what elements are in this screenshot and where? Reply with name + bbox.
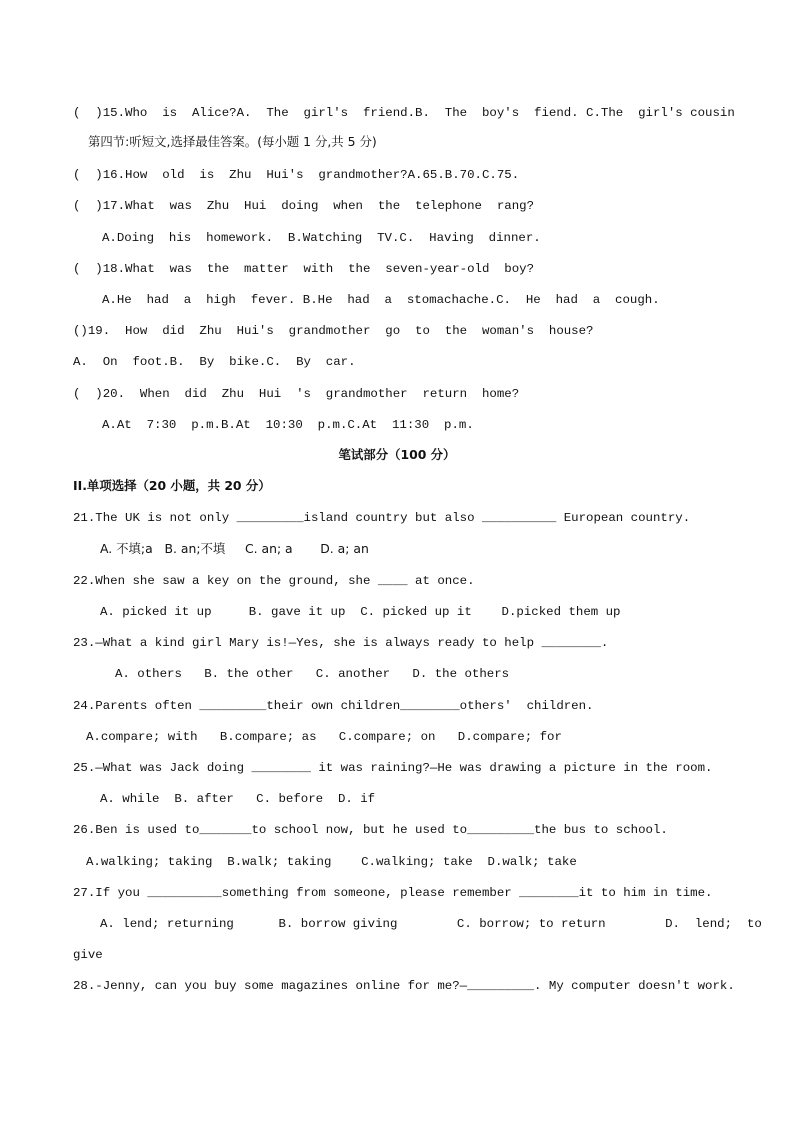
written-section-heading: 笔试部分（100 分） xyxy=(338,447,456,462)
question-19-options: A. On foot.B. By bike.C. By car. xyxy=(73,355,356,369)
question-19: ()19. How did Zhu Hui's grandmother go to the woman's house? xyxy=(73,324,594,338)
question-16: ( )16.How old is Zhu Hui's grandmother?A.65.B.70.C.75. xyxy=(73,168,520,182)
question-22-options: A. picked it up B. gave it up C. picked up it D.picked them up xyxy=(100,605,621,619)
question-25-options: A. while B. after C. before D. if xyxy=(100,792,376,806)
question-18-options: A.He had a high fever. B.He had a stomachache.C. He had a cough. xyxy=(102,293,660,307)
question-27: 27.If you __________something from someone, please remember ________it to him in time. xyxy=(73,886,713,900)
question-22: 22.When she saw a key on the ground, she ____ at once. xyxy=(73,574,475,588)
question-20-options: A.At 7:30 p.m.B.At 10:30 p.m.C.At 11:30 p.m. xyxy=(102,418,474,432)
section-2-heading: II.单项选择（20 小题，共 20 分） xyxy=(73,478,271,493)
question-25: 25.—What was Jack doing ________ it was raining?—He was drawing a picture in the room. xyxy=(73,761,713,775)
question-24-options: A.compare; with B.compare; as C.compare; on D.compare; for xyxy=(86,730,562,744)
question-21: 21.The UK is not only _________island country but also __________ European country. xyxy=(73,511,691,525)
question-26: 26.Ben is used to_______to school now, but he used to_________the bus to school. xyxy=(73,823,668,837)
question-23: 23.—What a kind girl Mary is!—Yes, she is always ready to help ________. xyxy=(73,636,609,650)
question-20: ( )20. When did Zhu Hui 's grandmother return home? xyxy=(73,387,520,401)
question-28: 28.-Jenny, can you buy some magazines online for me?—_________. My computer doesn't work. xyxy=(73,979,735,993)
question-26-options: A.walking; taking B.walk; taking C.walking; take D.walk; take xyxy=(86,855,577,869)
question-27-options: A. lend; returning B. borrow giving C. borrow; to return D. lend; to xyxy=(100,917,762,931)
question-18: ( )18.What was the matter with the seven-year-old boy? xyxy=(73,262,535,276)
question-17-options: A.Doing his homework. B.Watching TV.C. Having dinner. xyxy=(102,231,541,245)
question-15: ( )15.Who is Alice?A. The girl's friend.B. The boy's fiend. C.The girl's cousin xyxy=(73,106,735,120)
question-27-options-continued: give xyxy=(73,948,103,962)
question-23-options: A. others B. the other C. another D. the others xyxy=(115,667,510,681)
section-4-heading: 第四节:听短文,选择最佳答案。(每小题 1 分,共 5 分) xyxy=(88,134,377,149)
question-24: 24.Parents often _________their own children________others' children. xyxy=(73,699,594,713)
question-21-options: A. 不填;a B. an;不填 C. an; a D. a; an xyxy=(100,541,369,556)
question-17: ( )17.What was Zhu Hui doing when the telephone rang? xyxy=(73,199,535,213)
